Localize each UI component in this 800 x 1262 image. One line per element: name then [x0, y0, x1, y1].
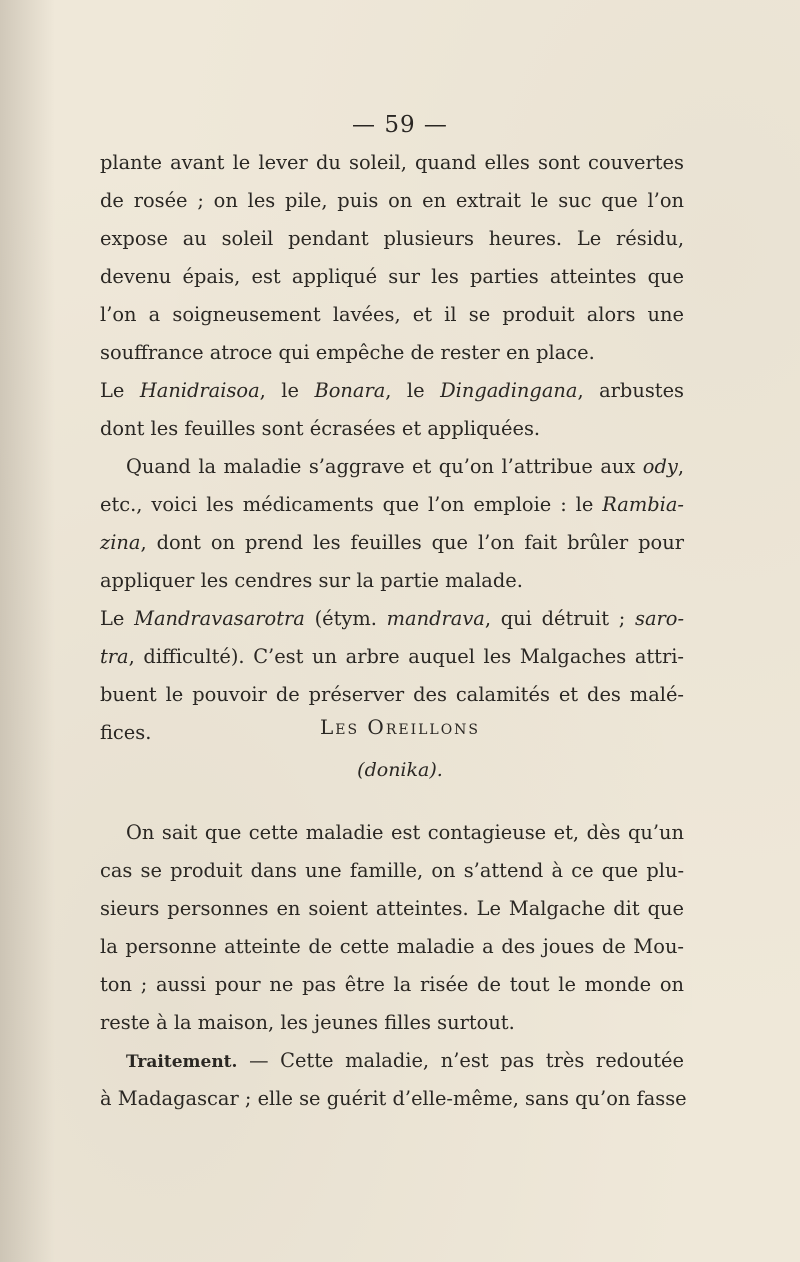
section-title: Les Oreillons	[319, 715, 481, 739]
text-line: dont les feuilles sont écrasées et appliquées.	[100, 417, 541, 440]
text-line: de rosée ; on les pile, puis on en extrait le suc que l’on	[100, 189, 684, 212]
text-line: reste à la maison, les jeunes filles surtout.	[100, 1011, 515, 1034]
text-block-bottom	[100, 814, 687, 1118]
text-line: Quand la maladie s’aggrave et qu’on l’attribue aux ody,	[126, 455, 684, 478]
text-line: devenu épais, est appliqué sur les parties atteintes que	[100, 265, 684, 288]
text-line: souffrance atroce qui empêche de rester en place.	[100, 341, 595, 364]
text-line: fices.	[100, 721, 152, 744]
text-line: la personne atteinte de cette maladie a des joues de Mou-	[100, 935, 684, 958]
text-line: appliquer les cendres sur la partie malade.	[100, 569, 523, 592]
page-edge-shadow	[0, 0, 55, 1262]
text-line: etc., voici les médicaments que l’on emploie : le Rambia-	[100, 493, 684, 516]
text-line: l’on a soigneusement lavées, et il se produit alors une	[100, 303, 684, 326]
text-line: On sait que cette maladie est contagieuse et, dès qu’un	[126, 821, 684, 844]
text-line: sieurs personnes en soient atteintes. Le Malgache dit que	[100, 897, 684, 920]
section-subtitle: (donika).	[357, 759, 443, 781]
text-line: Le Mandravasarotra (étym. mandrava, qui détruit ; saro-	[100, 607, 685, 630]
text-line: buent le pouvoir de préserver des calamités et des malé-	[100, 683, 684, 706]
text-line: cas se produit dans une famille, on s’attend à ce que plu-	[100, 859, 684, 882]
text-line: Traitement. — Cette maladie, n’est pas très redoutée	[126, 1049, 684, 1072]
page-number: — 59 —	[352, 112, 448, 138]
text-line: à Madagascar ; elle se guérit d’elle-même, sans qu’on fasse	[100, 1087, 687, 1110]
text-block-top	[100, 144, 684, 752]
text-line: plante avant le lever du soleil, quand elles sont couvertes	[100, 151, 684, 174]
text-line: zina, dont on prend les feuilles que l’on fait brûler pour	[100, 531, 684, 554]
treatment-label: Traitement.	[126, 1052, 238, 1072]
text-line: expose au soleil pendant plusieurs heures. Le résidu,	[100, 227, 684, 250]
text-line: tra, difficulté). C’est un arbre auquel les Malgaches attri-	[100, 645, 684, 668]
text-line: ton ; aussi pour ne pas être la risée de tout le monde on	[100, 973, 684, 996]
text-line: Le Hanidraisoa, le Bonara, le Dingadingana, arbustes	[100, 379, 685, 402]
